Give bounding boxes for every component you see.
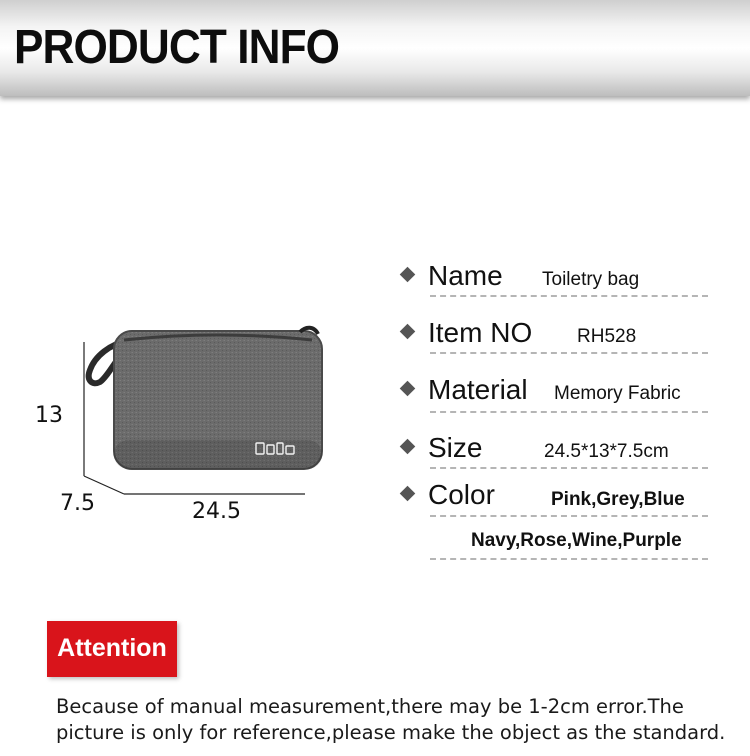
- spec-label: Color: [428, 479, 495, 510]
- divider: [430, 352, 708, 354]
- spec-color: [398, 479, 710, 519]
- diamond-bullet-icon: [400, 267, 416, 283]
- toiletry-bag-icon: [89, 328, 322, 469]
- spec-label: Name: [428, 260, 503, 291]
- attention-note: Because of manual measurement,there may be 1-2cm error.The picture is only for reference,please make the object as the standard.: [56, 695, 726, 744]
- divider: [430, 515, 708, 517]
- page-title: PRODUCT INFO: [14, 21, 340, 74]
- diamond-bullet-icon: [400, 486, 416, 502]
- spec-value: 24.5*13*7.5cm: [544, 441, 669, 462]
- spec-value: Pink,Grey,Blue: [551, 489, 685, 510]
- spec-value: Memory Fabric: [554, 383, 681, 404]
- divider: [430, 558, 708, 560]
- spec-label: Item NO: [428, 317, 533, 348]
- spec-label: Size: [428, 432, 483, 463]
- spec-label: Material: [428, 374, 528, 405]
- divider: [430, 467, 708, 469]
- attention-label: Attention: [57, 634, 167, 662]
- spec-name: [398, 260, 710, 300]
- spec-size: [398, 432, 710, 472]
- dimension-width-label: 24.5: [192, 499, 241, 524]
- divider: [430, 411, 708, 413]
- spec-item-no: [398, 317, 710, 357]
- spec-color-continued: [398, 528, 710, 558]
- diamond-bullet-icon: [400, 324, 416, 340]
- dimension-depth-label: 7.5: [60, 491, 95, 516]
- dimension-height-label: 13: [35, 403, 63, 428]
- diamond-bullet-icon: [400, 381, 416, 397]
- spec-value: Toiletry bag: [542, 269, 640, 290]
- spec-value-line2: Navy,Rose,Wine,Purple: [471, 530, 682, 551]
- attention-badge: [47, 621, 177, 677]
- divider: [430, 295, 708, 297]
- spec-material: [398, 374, 710, 414]
- diamond-bullet-icon: [400, 439, 416, 455]
- spec-value: RH528: [577, 326, 637, 347]
